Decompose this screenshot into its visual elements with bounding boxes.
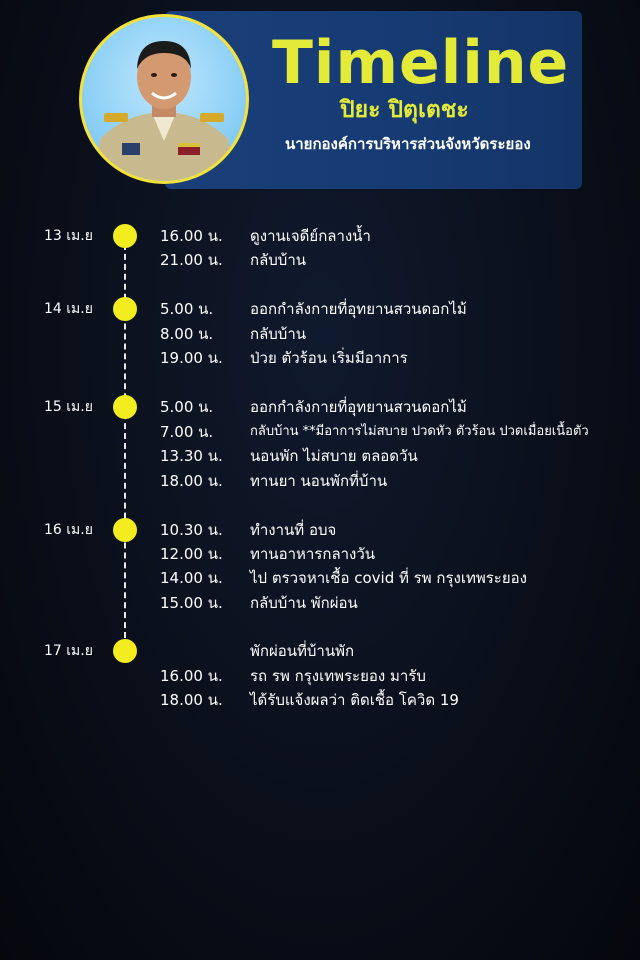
event-time: 15.00 น. xyxy=(160,594,223,612)
event-time: 5.00 น. xyxy=(160,300,214,318)
event-description: ออกกำลังกายที่อุทยานสวนดอกไม้ xyxy=(250,300,467,318)
timeline-event xyxy=(0,594,640,626)
timeline-event xyxy=(0,691,640,723)
day-label: 17 เม.ย xyxy=(44,643,93,659)
day-label: 15 เม.ย xyxy=(44,399,93,415)
event-description: ทานยา นอนพักที่บ้าน xyxy=(250,472,388,490)
event-description: ทำงานที่ อบจ xyxy=(250,521,337,539)
event-description: กลับบ้าน xyxy=(250,251,306,269)
event-time: 8.00 น. xyxy=(160,325,214,343)
day-label: 14 เม.ย xyxy=(44,301,93,317)
portrait-avatar xyxy=(79,14,249,184)
event-time: 18.00 น. xyxy=(160,691,223,709)
day-label: 16 เม.ย xyxy=(44,522,93,538)
day-label: 13 เม.ย xyxy=(44,228,93,244)
event-description: กลับบ้าน พักผ่อน xyxy=(250,594,358,612)
event-time: 13.30 น. xyxy=(160,447,223,465)
event-time: 12.00 น. xyxy=(160,545,223,563)
event-time: 21.00 น. xyxy=(160,251,223,269)
event-description: ได้รับแจ้งผลว่า ติดเชื้อ โควิด 19 xyxy=(250,691,459,709)
event-time: 10.30 น. xyxy=(160,521,223,539)
timeline-event xyxy=(0,227,640,259)
event-description: ดูงานเจดีย์กลางน้ำ xyxy=(250,227,371,245)
event-description: ป่วย ตัวร้อน เริ่มมีอาการ xyxy=(250,349,408,367)
person-position: นายกองค์การบริหารส่วนจังหวัดระยอง xyxy=(285,135,531,153)
event-description: กลับบ้าน xyxy=(250,325,306,343)
event-time: 5.00 น. xyxy=(160,398,214,416)
event-time: 18.00 น. xyxy=(160,472,223,490)
event-description: ทานอาหารกลางวัน xyxy=(250,545,376,563)
event-time: 14.00 น. xyxy=(160,569,223,587)
event-time: 16.00 น. xyxy=(160,667,223,685)
timeline-event xyxy=(0,349,640,381)
event-description: ออกกำลังกายที่อุทยานสวนดอกไม้ xyxy=(250,398,467,416)
event-description: รถ รพ กรุงเทพระยอง มารับ xyxy=(250,667,426,685)
person-name: ปิยะ ปิตุเตชะ xyxy=(340,97,469,123)
timeline-event xyxy=(0,251,640,283)
event-description: ไป ตรวจหาเชื้อ covid ที่ รพ กรุงเทพระยอง xyxy=(250,569,527,587)
event-description: นอนพัก ไม่สบาย ตลอดวัน xyxy=(250,447,418,465)
event-time: 16.00 น. xyxy=(160,227,223,245)
page-title: Timeline xyxy=(272,28,570,98)
timeline-event xyxy=(0,300,640,332)
event-time: 7.00 น. xyxy=(160,423,214,441)
event-description: กลับบ้าน **มีอาการไม่สบาย ปวดหัว ตัวร้อน ปวดเมื่อยเนื้อตัว xyxy=(250,424,589,439)
event-time: 19.00 น. xyxy=(160,349,223,367)
event-description: พักผ่อนที่บ้านพัก xyxy=(250,642,355,660)
timeline-event xyxy=(0,472,640,504)
